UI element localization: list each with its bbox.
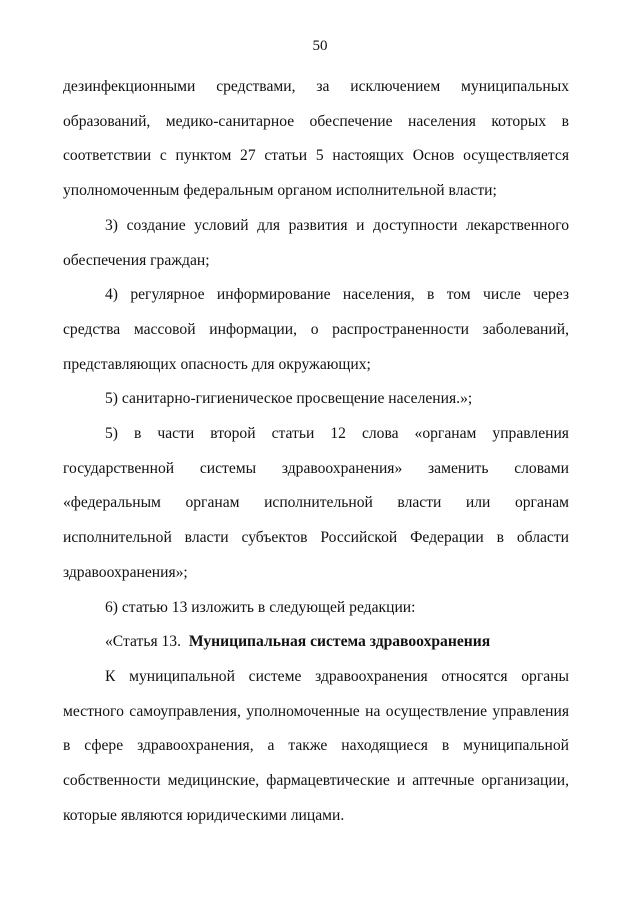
article-prefix: «Статья 13. — [105, 633, 182, 651]
paragraph-item-4: 4) регулярное информирование населения, в том числе через средства массовой информации, о распространенности заболеваний, представляющих опасность для окружающих; — [63, 286, 569, 373]
paragraph-item-6: 6) статью 13 изложить в следующей редакции: — [105, 598, 416, 616]
paragraph-item-5-sanitary: 5) санитарно-гигиеническое просвещение населения.»; — [105, 390, 473, 408]
page-number: 50 — [312, 38, 328, 54]
paragraph-item-5-article-12: 5) в части второй статьи 12 слова «органам управления государственной системы здравоохранения» заменить словами «федеральным органам исполнительной власти или органам исполнительной власти субъектов Российской Федерации в области здравоохранения»; — [63, 425, 569, 581]
document-body — [63, 70, 569, 833]
article-heading — [63, 625, 569, 660]
paragraph-item-3: 3) создание условий для развития и доступности лекарственного обеспечения граждан; — [63, 216, 569, 269]
paragraph-continuation: дезинфекционными средствами, за исключением муниципальных образований, медико-санитарное обеспечение населения которых в соответствии с пунктом 27 статьи 5 настоящих Основ осуществляется уполномоченным федеральным органом исполнительной власти; — [63, 78, 569, 200]
article-title: Муниципальная система здравоохранения — [188, 633, 491, 651]
paragraph-article-body: К муниципальной системе здравоохранения относятся органы местного самоуправления, уполномоченные на осуществление управления в сфере здравоохранения, а также находящиеся в муниципальной собственности медицинские, фармацевтические и аптечные организации, которые являются юридическими лицами. — [63, 667, 569, 824]
